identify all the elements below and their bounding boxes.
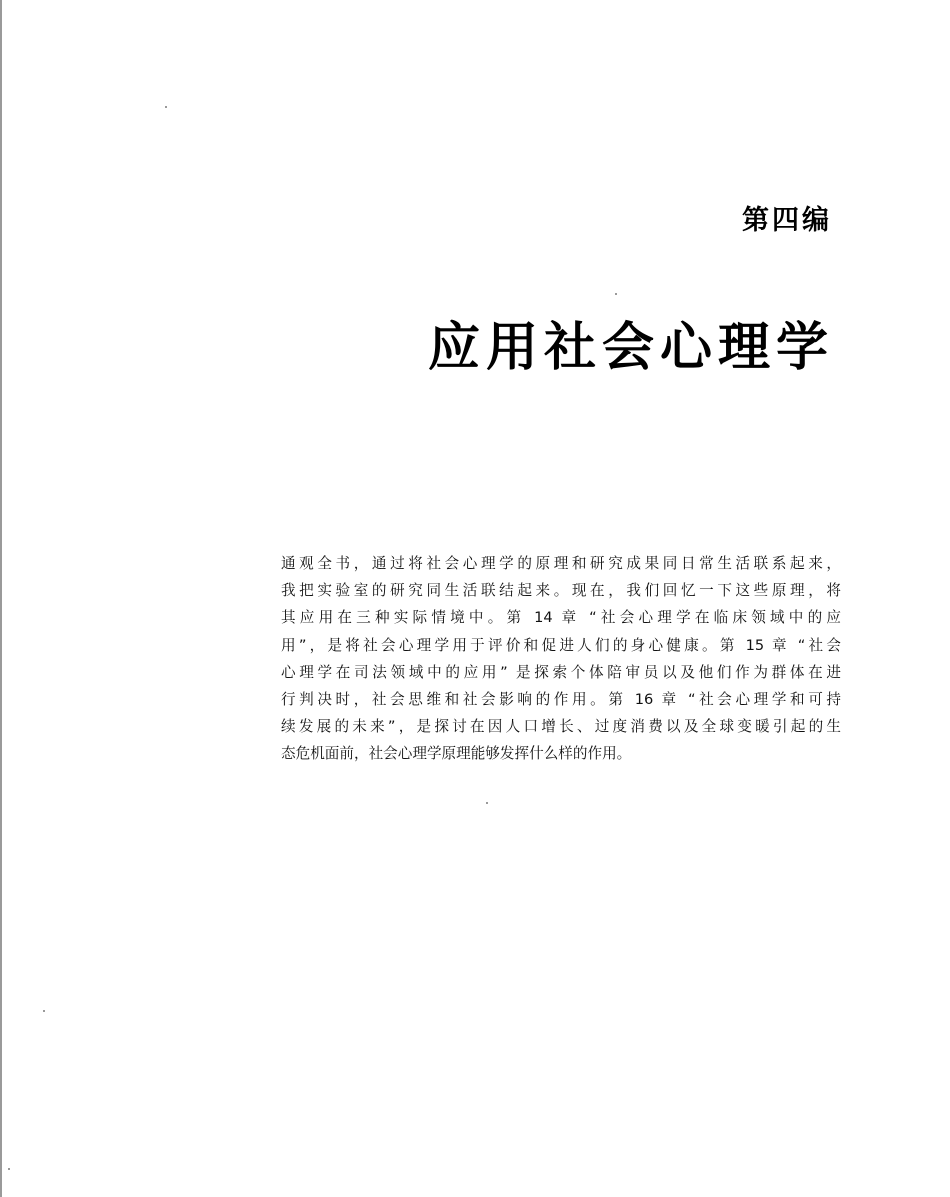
part-number-heading: 第四编 [742,205,832,236]
part-title-heading: 应用社会心理学 [427,317,834,378]
paragraph-line: 行判决时，社会思维和社会影响的作用。第 16 章 “社会心理学和可持 [281,690,841,708]
page-left-edge [0,0,2,1197]
paragraph-line: 态危机面前，社会心理学原理能够发挥什么样的作用。 [281,745,632,763]
paragraph-line: 我把实验室的研究同生活联结起来。现在，我们回忆一下这些原理，将 [281,582,841,600]
scan-speck [8,1168,10,1170]
paragraph-line: 通观全书，通过将社会心理学的原理和研究成果同日常生活联系起来， [281,555,841,572]
paragraph-line: 续发展的未来”，是探讨在因人口增长、过度消费以及全球变暖引起的生 [281,718,841,736]
scan-speck [43,1010,45,1012]
paragraph-line: 用”，是将社会心理学用于评价和促进人们的身心健康。第 15 章 “社会 [281,636,841,654]
scan-speck [165,106,167,108]
scan-speck [486,802,488,804]
paragraph-line: 心理学在司法领域中的应用” 是探索个体陪审员以及他们作为群体在进 [281,663,841,681]
part-introduction-paragraph [281,550,841,768]
paragraph-line: 其应用在三种实际情境中。第 14 章 “社会心理学在临床领域中的应 [281,609,841,627]
scan-speck [615,293,617,295]
